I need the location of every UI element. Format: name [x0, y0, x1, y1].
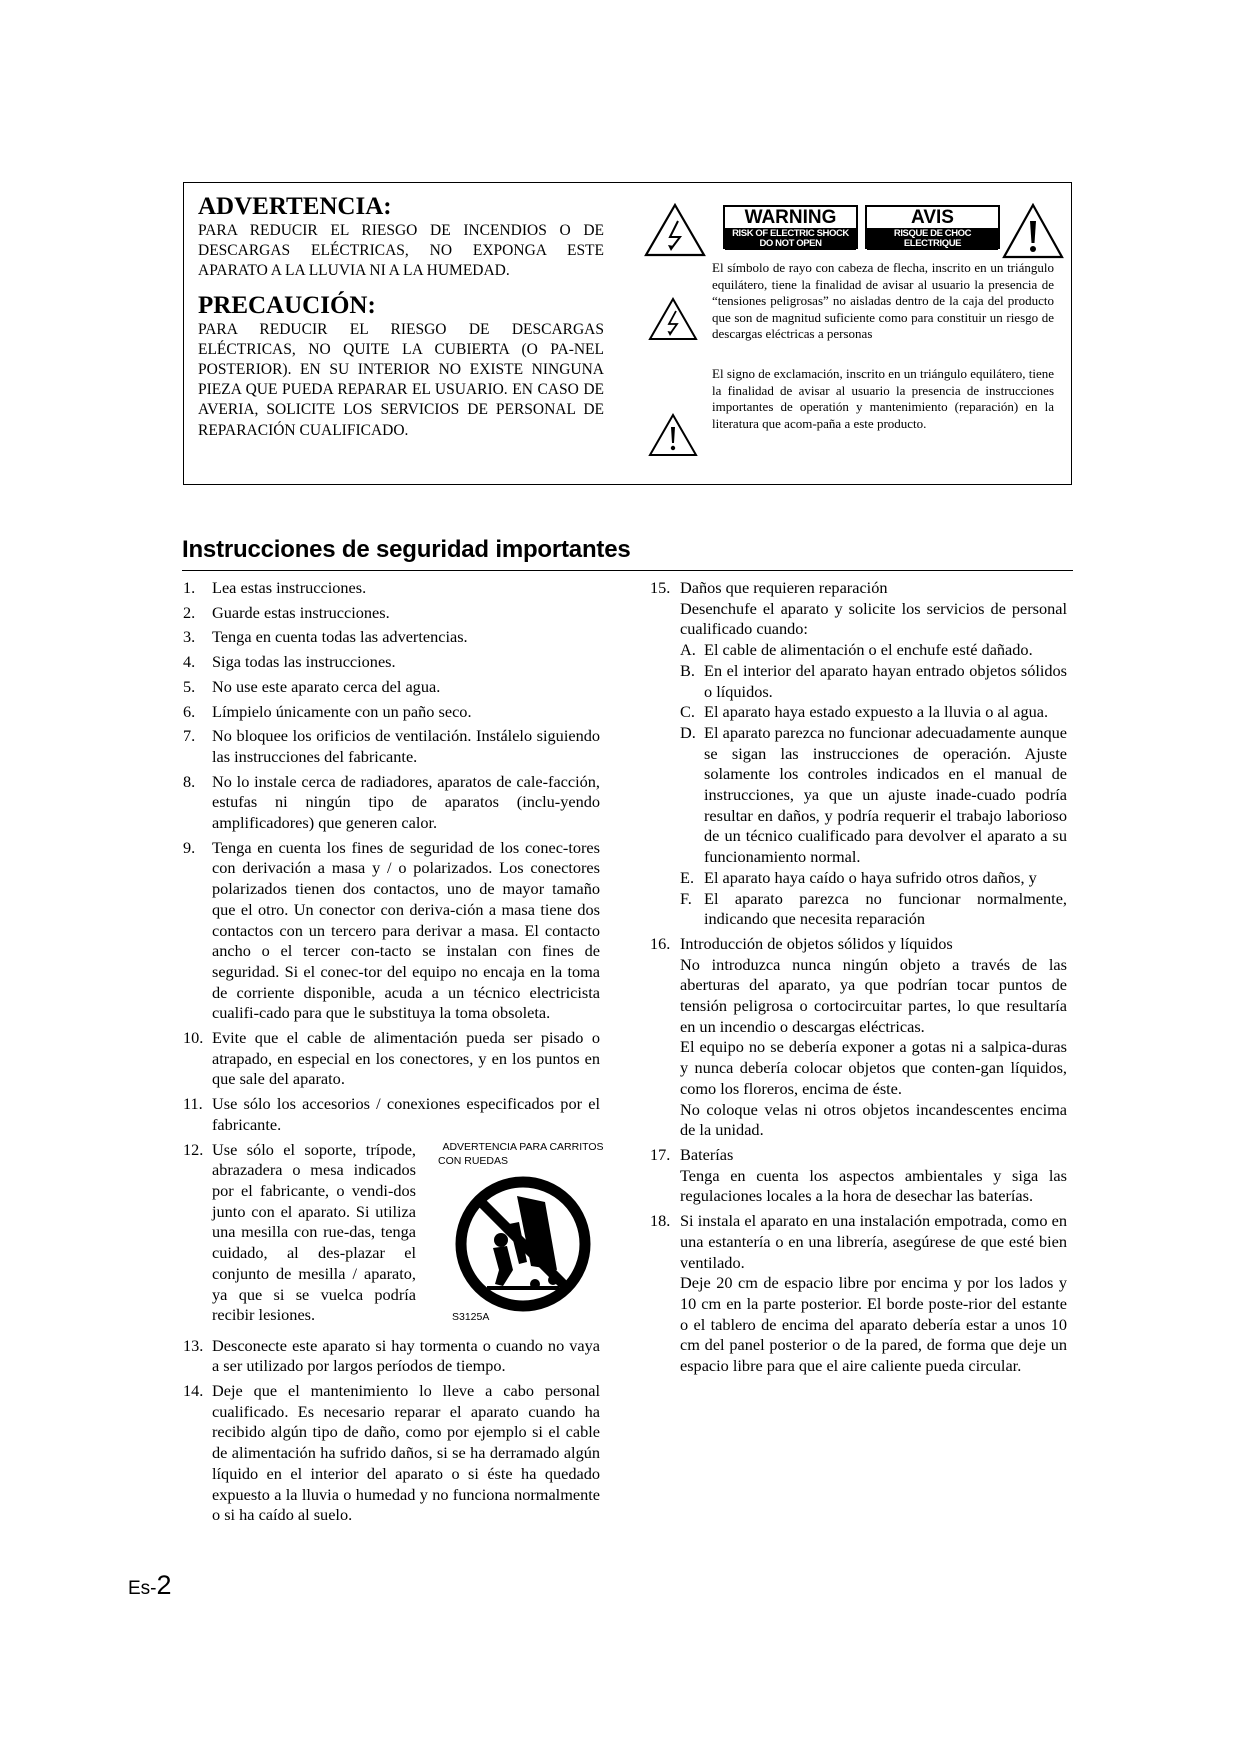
item-text: No use este aparato cerca del agua. [212, 676, 441, 696]
item-number: 18. [650, 1211, 671, 1231]
item-number: 11. [183, 1094, 203, 1114]
avis-label [865, 205, 1000, 260]
item-title: Introducción de objetos sólidos y líquidos [680, 933, 953, 953]
item-text: Evite que el cable de alimentación pueda ser pisado o atrapado, en especial en los conectores, y en los puntos en que sale del aparato. [212, 1028, 600, 1089]
lightning-triangle-icon [644, 203, 706, 257]
sub-item-text: El aparato haya estado expuesto a la lluvia o al agua. [704, 702, 1049, 722]
list-item [183, 603, 600, 624]
section-divider [182, 570, 1073, 571]
sub-item [680, 868, 1067, 889]
exclamation-triangle-icon [1002, 203, 1064, 259]
sub-item-letter: D. [680, 722, 696, 742]
list-item [183, 702, 600, 723]
item-number: 5. [183, 676, 196, 696]
precaucion-text: PARA REDUCIR EL RIESGO DE DESCARGAS ELÉCTRICAS, NO QUITE LA CUBIERTA (O PA-NEL POSTERIOR). EN SU INTERIOR NO EXISTE NINGUNA PIEZA QUE PUEDA REPARAR EL USUARIO. EN CASO DE AVERIA, SOLICITE LOS SERVICIOS DE PERSONAL DE REPARACIÓN CUALIFICADO. [198, 320, 604, 439]
item-text: Tenga en cuenta todas las advertencias. [212, 627, 468, 647]
item-number: 6. [183, 701, 196, 721]
item-text: No bloquee los orificios de ventilación. Instálelo siguiendo las instrucciones del fabricante. [212, 726, 600, 766]
sub-item [680, 889, 1067, 930]
list-item-cart [183, 1139, 604, 1332]
avis-label-line1: RISQUE DE CHOC ELECTRIQUE [893, 227, 972, 249]
item-text: Siga todas las instrucciones. [212, 652, 396, 672]
lightning-symbol-text: El símbolo de rayo con cabeza de flecha, inscrito en un triángulo equilátero, tiene la finalidad de avisar al usuario la presencia de “tensiones peligrosas” no aisladas dentro de la caja del producto que son de magnitud suficiente como para constituir un riesgo de descargas eléctricas a personas [712, 260, 1054, 342]
list-item [183, 1028, 600, 1090]
item-number: 17. [650, 1144, 671, 1164]
item-paragraph: El equipo no se debería exponer a gotas ni a salpica-duras y nunca debería colocar objetos que conten-gan líquidos, como los floreros, encima de éste. [680, 1037, 1067, 1098]
item-number: 16. [650, 933, 671, 953]
item-paragraph: No introduzca nunca ningún objeto a través de las aberturas del aparato, ya que podrían tocar puntos de tensión peligrosa o cortocircuitar partes, lo que resultaría en un incendio o descargas eléctricas. [680, 954, 1067, 1036]
warning-label [723, 205, 858, 249]
list-item [183, 677, 600, 698]
safety-warning-box [183, 182, 1072, 485]
list-item [183, 772, 600, 834]
avis-label-line2: NE PAS OUVRIR [897, 248, 968, 260]
item-text: Use sólo el soporte, trípode, abrazadera o mesa indicados por el fabricante, o vendi-dos junto con el aparato. Si utiliza una mesilla con rue-das, tenga cuidado, al des-plazar el conjunto de mesilla / aparato, ya que si se vuelca podría recibir lesiones. [212, 1139, 416, 1325]
sub-item-letter: F. [680, 888, 692, 908]
item-number: 1. [183, 578, 196, 597]
sub-item-text: El aparato parezca no funcionar adecuadamente aunque se sigan las instrucciones de operación. Ajuste solamente los controles indicados en el manual de instrucciones, ya que un ajuste inade-cuado podría resultar en daños, y podría requerir el trabajo laborioso de un técnico cualificado para devolver el aparato a su funcionamiento normal. [704, 722, 1067, 867]
item-title: Baterías [680, 1144, 734, 1164]
sub-item-text: En el interior del aparato hayan entrado objetos sólidos o líquidos. [704, 660, 1067, 701]
page-number [128, 1570, 172, 1601]
list-item [183, 627, 600, 648]
list-item [183, 726, 600, 767]
item-paragraph: No coloque velas ni otros objetos incandescentes encima de la unidad. [680, 1099, 1067, 1140]
avis-label-subtext [867, 227, 998, 260]
cart-tipover-icon [453, 1174, 593, 1314]
lightning-symbol-icon [648, 297, 698, 341]
sub-item-text: El aparato haya caído o haya sufrido otros daños, y [704, 867, 1037, 887]
warning-label-line1: RISK OF ELECTRIC SHOCK [732, 227, 849, 239]
avis-label-title: AVIS [911, 207, 954, 228]
list-item [183, 652, 600, 673]
list-item [183, 1381, 600, 1526]
list-item [183, 838, 600, 1024]
item-title: Si instala el aparato en una instalación empotrada, como en una estantería o en una librería, asegúrese de que esté bien ventilado. [680, 1211, 1067, 1272]
sub-item [680, 661, 1067, 702]
item-title: Daños que requieren reparación [680, 578, 888, 597]
item-text: No lo instale cerca de radiadores, aparatos de cale-facción, estufas ni ningún tipo de aparatos (inclu-yendo amplificadores) que generen calor. [212, 771, 600, 833]
item-text: Lea estas instrucciones. [212, 578, 367, 597]
sub-item-text: El cable de alimentación o el enchufe esté dañado. [704, 640, 1033, 660]
list-item-18 [650, 1211, 1067, 1377]
exclamation-symbol-text: El signo de exclamación, inscrito en un triángulo equilátero, tiene la finalidad de avisar al usuario la presencia de instrucciones importantes de operatión y mantenimiento (reparación) en la literatura que acom-paña a este producto. [712, 366, 1054, 431]
instructions-right-column [650, 578, 1067, 1381]
item-number: 13. [183, 1335, 204, 1355]
item-number: 9. [183, 837, 196, 857]
item-number: 15. [650, 578, 671, 597]
sub-item [680, 702, 1067, 723]
warning-label-subtext [725, 228, 856, 250]
warning-text-column [198, 193, 604, 441]
sub-item-letter: B. [680, 660, 695, 680]
item-number: 7. [183, 726, 196, 746]
cart-figure-code: S3125A [452, 1310, 490, 1323]
sub-item-letter: C. [680, 702, 695, 722]
section-title: Instrucciones de seguridad importantes [182, 536, 631, 563]
item-paragraph: Deje 20 cm de espacio libre por encima y por los lados y 10 cm en la parte posterior. El borde poste-rior del estante o el tablero de encima del aparato debería estar a unos 10 cm del panel posterior o de la pared, de forma que deje un espacio libre para que el aire caliente pueda circular. [680, 1273, 1067, 1376]
sub-item [680, 640, 1067, 661]
item-text: Deje que el mantenimiento lo lleve a cabo personal cualificado. Es necesario reparar el aparato cuando ha recibido algún tipo de daño, como por ejemplo si el cable de alimentación ha sufrido daños, si se ha derramado algún líquido en el interior del aparato o si éste ha quedado expuesto a la lluvia o humedad y no funciona normalmente o si ha caído al suelo. [212, 1380, 600, 1525]
warning-label-title: WARNING [744, 207, 837, 228]
sub-item-text: El aparato parezca no funcionar normalmente, indicando que necesita reparación [704, 888, 1067, 929]
item-text: Límpielo únicamente con un paño seco. [212, 701, 472, 721]
list-item-17 [650, 1145, 1067, 1207]
instructions-left-column [183, 578, 604, 1530]
item-text: Guarde estas instrucciones. [212, 602, 390, 622]
list-item-16 [650, 934, 1067, 1141]
exclamation-symbol-icon [648, 413, 698, 457]
item-number: 10. [183, 1028, 204, 1048]
list-item-15 [650, 578, 1067, 930]
item-text: Tenga en cuenta los fines de seguridad de los conec-tores con derivación a masa y / o polarizados. Los conectores polarizados tienen dos contactos, uno de mayor tamaño que el otro. Un conector con deriva-ción a masa tiene dos contactos con un tercero para derivar a masa. El contacto ancho o el tercer con-tacto se instalan con fines de seguridad. Si el conec-tor del equipo no encaja en la toma de corriente disponible, acuda a un técnico electricista cualifi-cado para que le substituya la toma obsoleta. [212, 837, 600, 1023]
item-number: 12. [183, 1139, 204, 1159]
sub-item-letter: A. [680, 640, 696, 660]
list-item [183, 1336, 600, 1377]
sub-item-letter: E. [680, 867, 695, 887]
cart-warning-figure [438, 1140, 608, 1323]
item-paragraph: Desenchufe el aparato y solicite los servicios de personal cualificado cuando: [680, 598, 1067, 639]
list-item [183, 1094, 600, 1135]
advertencia-title: ADVERTENCIA: [198, 193, 392, 220]
item-number: 14. [183, 1380, 204, 1400]
item-number: 2. [183, 602, 196, 622]
item-number: 8. [183, 771, 196, 791]
item-number: 4. [183, 652, 196, 672]
item-number: 3. [183, 627, 196, 647]
list-item [183, 578, 600, 599]
warning-label-line2: DO NOT OPEN [759, 238, 822, 249]
cart-warning-caption: ADVERTENCIA PARA CARRITOS CON RUEDAS [438, 1140, 604, 1167]
item-text: Desconecte este aparato si hay tormenta o cuando no vaya a ser utilizado por largos períodos de tiempo. [212, 1335, 600, 1376]
advertencia-text: PARA REDUCIR EL RIESGO DE INCENDIOS O DE DESCARGAS ELÉCTRICAS, NO EXPONGA ESTE APARATO A LA LLUVIA NI A LA HUMEDAD. [198, 222, 604, 280]
page-number-value: 2 [156, 1570, 172, 1600]
sub-item [680, 723, 1067, 868]
item-text: Use sólo los accesorios / conexiones especificados por el fabricante. [212, 1094, 600, 1134]
precaucion-title: PRECAUCIÓN: [198, 291, 376, 319]
item-paragraph: Tenga en cuenta los aspectos ambientales y siga las regulaciones locales a la hora de desechar las baterías. [680, 1165, 1067, 1206]
page-number-prefix: Es- [128, 1578, 157, 1599]
